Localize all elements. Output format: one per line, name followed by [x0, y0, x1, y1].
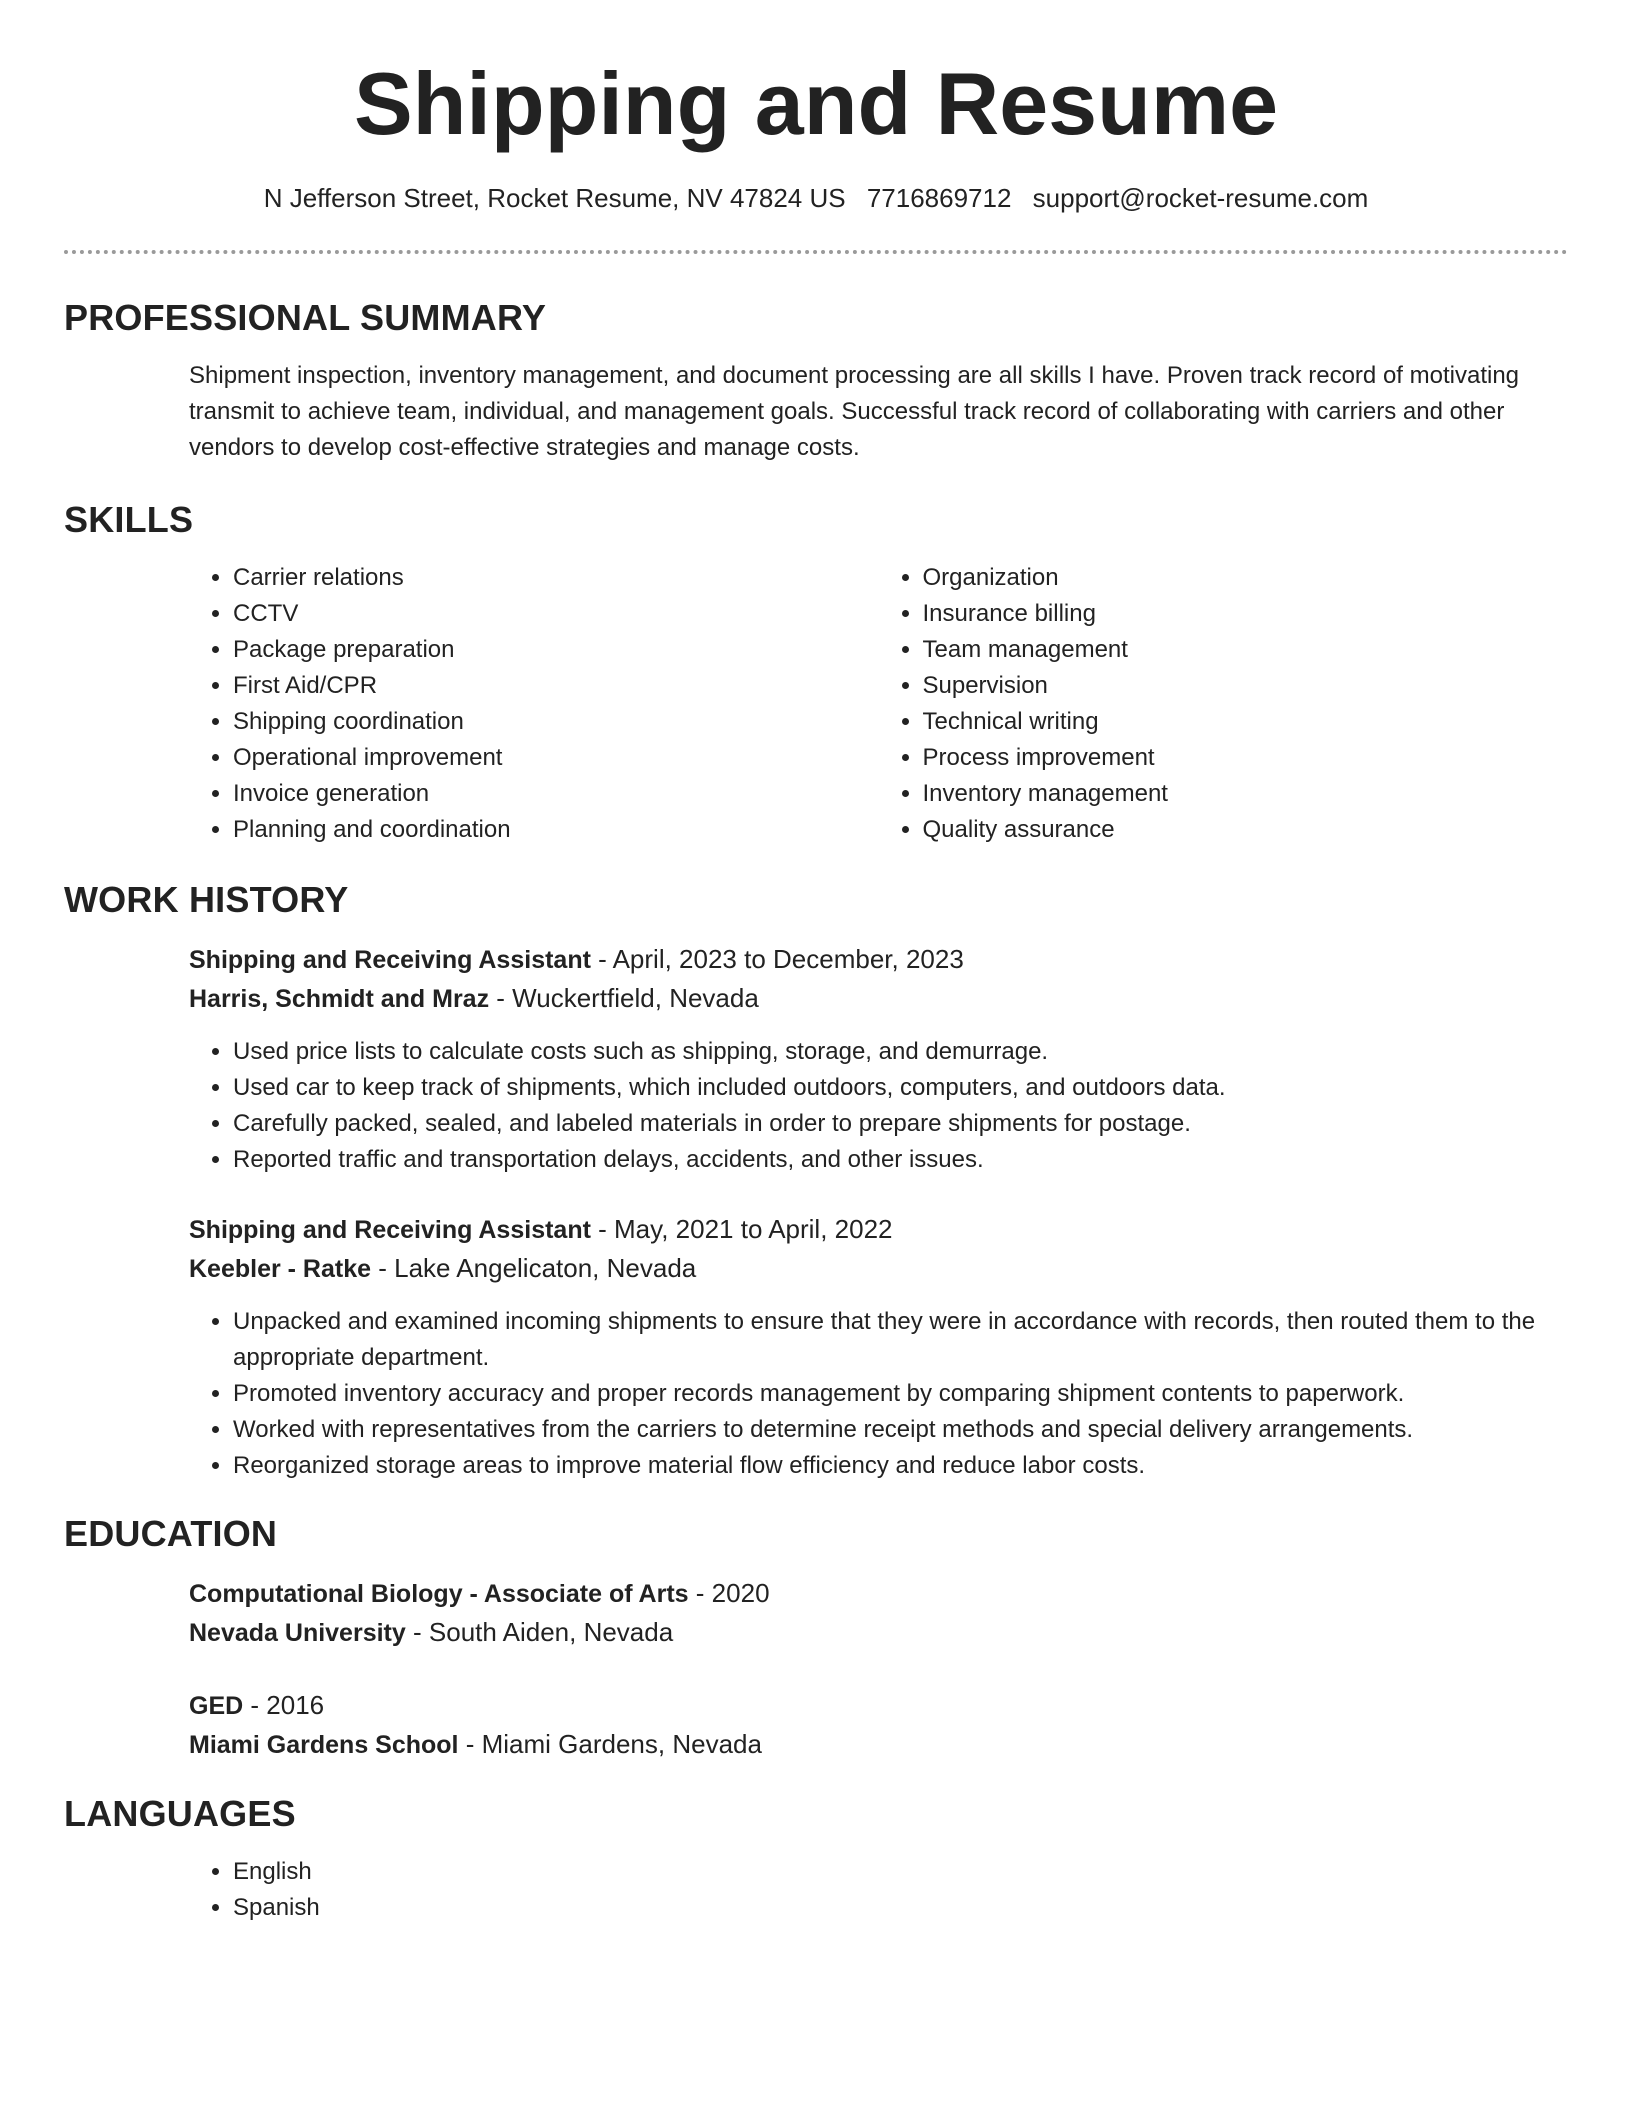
- job-title: Shipping and Receiving Assistant: [189, 1216, 591, 1244]
- job-company: Keebler - Ratke: [189, 1255, 372, 1283]
- job-bullet: • Worked with representatives from the carriers to determine receipt methods and special delivery arrangements.: [233, 1412, 1568, 1448]
- skills-grid: [189, 560, 1568, 848]
- job-entry: [189, 940, 1568, 1178]
- header-divider: [64, 250, 1568, 254]
- contact-email: support@rocket-resume.com: [1032, 183, 1369, 213]
- job-location: - Wuckertfield, Nevada: [489, 983, 759, 1013]
- job-bullets: [189, 1034, 1568, 1178]
- job-dates: - May, 2021 to April, 2022: [590, 1214, 893, 1244]
- job-bullet: • Carefully packed, sealed, and labeled materials in order to prepare shipments for postage.: [233, 1106, 1568, 1142]
- skill-item: • Insurance billing: [923, 596, 1569, 632]
- summary-heading: PROFESSIONAL SUMMARY: [64, 297, 547, 338]
- education-degree: Computational Biology - Associate of Arts: [189, 1580, 689, 1608]
- skill-item: • Process improvement: [923, 740, 1569, 776]
- resume-name: Shipping and Resume: [353, 54, 1279, 153]
- skill-item: • Inventory management: [923, 776, 1569, 812]
- education-entry: [189, 1574, 1568, 1652]
- education-location: - South Aiden, Nevada: [405, 1617, 674, 1647]
- contact-address: N Jefferson Street, Rocket Resume, NV 47824 US: [263, 183, 846, 213]
- job-bullet: • Reorganized storage areas to improve material flow efficiency and reduce labor costs.: [233, 1448, 1568, 1484]
- job-title-line: [189, 1210, 1568, 1249]
- education-school-line: [189, 1613, 1568, 1652]
- education-school: Miami Gardens School: [189, 1731, 459, 1759]
- contact-line: [64, 180, 1568, 216]
- job-bullet: • Used car to keep track of shipments, which included outdoors, computers, and outdoors data.: [233, 1070, 1568, 1106]
- job-bullets: [189, 1304, 1568, 1484]
- language-item: • Spanish: [233, 1890, 1568, 1926]
- education-section: [64, 1512, 1568, 1764]
- job-company-line: [189, 1249, 1568, 1288]
- job-bullet: • Used price lists to calculate costs such as shipping, storage, and demurrage.: [233, 1034, 1568, 1070]
- education-school-line: [189, 1725, 1568, 1764]
- skill-item: • Technical writing: [923, 704, 1569, 740]
- skill-item: • Quality assurance: [923, 812, 1569, 848]
- skill-item: • CCTV: [233, 596, 879, 632]
- skill-item: • Planning and coordination: [233, 812, 879, 848]
- education-year: - 2016: [243, 1690, 325, 1720]
- skill-item: • Package preparation: [233, 632, 879, 668]
- languages-section: [64, 1792, 1568, 1926]
- skills-section: [64, 498, 1568, 848]
- work-heading: WORK HISTORY: [64, 879, 349, 920]
- skill-item: • Invoice generation: [233, 776, 879, 812]
- education-heading: EDUCATION: [64, 1513, 278, 1554]
- skill-item: • First Aid/CPR: [233, 668, 879, 704]
- job-title-line: [189, 940, 1568, 979]
- job-dates: - April, 2023 to December, 2023: [590, 944, 964, 974]
- job-entry: [189, 1210, 1568, 1484]
- education-degree-line: [189, 1574, 1568, 1613]
- job-bullet: • Unpacked and examined incoming shipments to ensure that they were in accordance with records, then routed them to the appropriate department.: [233, 1304, 1568, 1376]
- skill-item: • Supervision: [923, 668, 1569, 704]
- education-degree-line: [189, 1686, 1568, 1725]
- education-degree: GED: [189, 1692, 244, 1720]
- languages-list: [189, 1854, 1568, 1926]
- education-location: - Miami Gardens, Nevada: [458, 1729, 762, 1759]
- skill-item: • Shipping coordination: [233, 704, 879, 740]
- contact-phone: 7716869712: [866, 183, 1012, 213]
- job-company-line: [189, 979, 1568, 1018]
- job-title: Shipping and Receiving Assistant: [189, 946, 591, 974]
- skill-item: • Carrier relations: [233, 560, 879, 596]
- job-company: Harris, Schmidt and Mraz: [189, 985, 490, 1013]
- summary-section: [64, 296, 1568, 466]
- language-item: • English: [233, 1854, 1568, 1890]
- job-bullet: • Reported traffic and transportation delays, accidents, and other issues.: [233, 1142, 1568, 1178]
- education-entry: [189, 1686, 1568, 1764]
- skills-list-right: [879, 560, 1569, 848]
- education-school: Nevada University: [189, 1619, 406, 1647]
- skill-item: • Team management: [923, 632, 1569, 668]
- skill-item: • Operational improvement: [233, 740, 879, 776]
- job-bullet: • Promoted inventory accuracy and proper records management by comparing shipment contents to paperwork.: [233, 1376, 1568, 1412]
- skills-list-left: [189, 560, 879, 848]
- summary-text: Shipment inspection, inventory management, and document processing are all skills I have. Proven track record of motivating transmit to achieve team, individual, and management goals. Successful track record of collaborating with carriers and other vendors to develop cost-effective strategies and manage costs.: [189, 362, 1520, 461]
- education-year: - 2020: [688, 1578, 770, 1608]
- job-location: - Lake Angelicaton, Nevada: [371, 1253, 697, 1283]
- languages-heading: LANGUAGES: [64, 1793, 296, 1834]
- skill-item: • Organization: [923, 560, 1569, 596]
- work-section: [64, 878, 1568, 1504]
- skills-heading: SKILLS: [64, 499, 194, 540]
